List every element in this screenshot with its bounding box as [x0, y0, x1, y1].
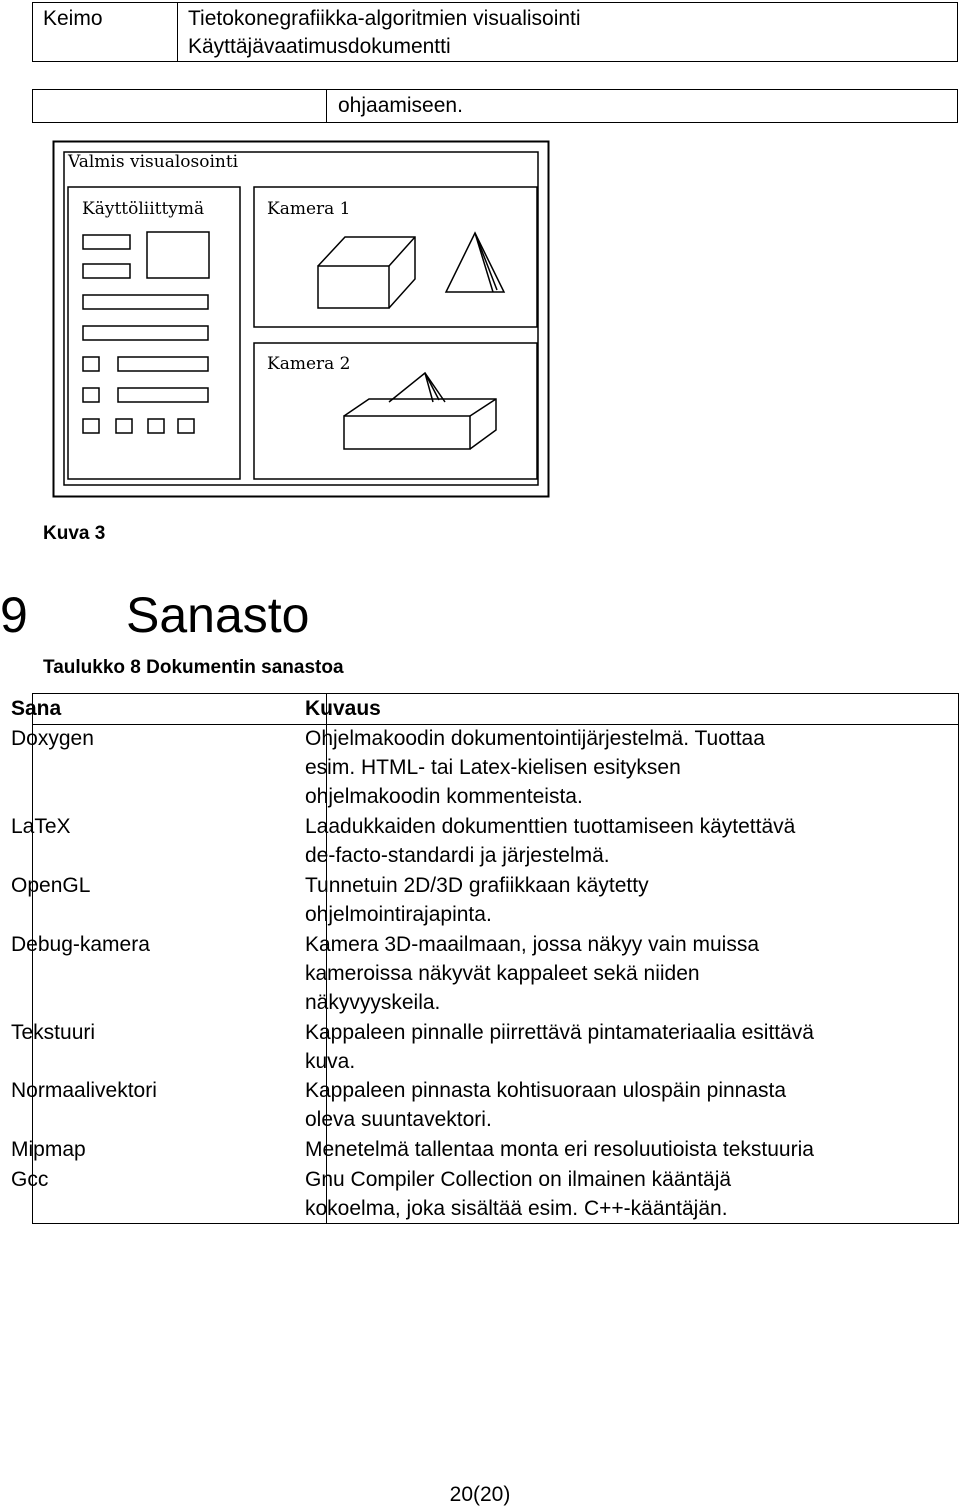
- table-header-description: Kuvaus: [305, 697, 381, 720]
- header-subtitle: Käyttäjävaatimusdokumentti: [188, 35, 451, 58]
- figure-caption: Kuva 3: [43, 523, 106, 544]
- figure-window-title: Valmis visualosointi: [68, 152, 239, 172]
- desc-debug-kamera-line-1: Kamera 3D-maailmaan, jossa näkyy vain muissa: [305, 933, 760, 956]
- desc-normaalivektori-line-2: oleva suuntavektori.: [305, 1108, 492, 1131]
- desc-opengl-line-2: ohjelmointirajapinta.: [305, 903, 492, 926]
- desc-gcc-line-1: Gnu Compiler Collection on ilmainen kääntäjä: [305, 1168, 732, 1191]
- desc-gcc-line-2: kokoelma, joka sisältää esim. C++-kääntäjän.: [305, 1197, 728, 1220]
- table-caption: Taulukko 8 Dokumentin sanastoa: [43, 657, 344, 678]
- term-gcc: Gcc: [11, 1168, 49, 1191]
- desc-debug-kamera-line-3: näkyvyyskeila.: [305, 991, 441, 1014]
- figure-outer-frame: [54, 142, 549, 497]
- term-normaalivektori: Normaalivektori: [11, 1079, 157, 1102]
- term-debug-kamera: Debug-kamera: [11, 933, 150, 956]
- desc-debug-kamera-line-2: kameroissa näkyvät kappaleet sekä niiden: [305, 962, 700, 985]
- term-tekstuuri: Tekstuuri: [11, 1021, 96, 1044]
- previous-table-cell: [33, 90, 327, 122]
- panel-ui-label: Käyttöliittymä: [82, 199, 205, 219]
- desc-latex-line-2: de-facto-standardi ja järjestelmä.: [305, 844, 610, 867]
- desc-doxygen-line-3: ohjelmakoodin kommenteista.: [305, 785, 583, 808]
- term-doxygen: Doxygen: [11, 727, 94, 750]
- desc-tekstuuri-line-1: Kappaleen pinnalle piirrettävä pintamateriaalia esittävä: [305, 1021, 814, 1044]
- panel-camera-2-label: Kamera 2: [267, 354, 351, 374]
- term-mipmap: Mipmap: [11, 1138, 86, 1161]
- page-number: 20(20): [449, 1483, 511, 1506]
- term-latex: LaTeX: [11, 815, 71, 838]
- panel-camera-1-label: Kamera 1: [267, 199, 351, 219]
- desc-opengl-line-1: Tunnetuin 2D/3D grafiikkaan käytetty: [305, 874, 649, 897]
- header-table: [32, 2, 958, 62]
- desc-mipmap-line-1: Menetelmä tallentaa monta eri resoluutioista tekstuuria: [305, 1138, 814, 1161]
- desc-normaalivektori-line-1: Kappaleen pinnasta kohtisuoraan ulospäin pinnasta: [305, 1079, 787, 1102]
- ui-sketch-figure: [52, 140, 550, 498]
- section-title: Sanasto: [126, 587, 310, 643]
- previous-text: ohjaamiseen.: [338, 94, 463, 117]
- table-header-term: Sana: [11, 697, 62, 720]
- desc-doxygen-line-2: esim. HTML- tai Latex-kielisen esityksen: [305, 756, 681, 779]
- header-author: Keimo: [43, 7, 103, 30]
- term-opengl: OpenGL: [11, 874, 91, 897]
- header-title: Tietokonegrafiikka-algoritmien visualisointi: [188, 7, 581, 30]
- desc-latex-line-1: Laadukkaiden dokumenttien tuottamiseen käytettävä: [305, 815, 796, 838]
- previous-table-fragment: [32, 89, 958, 123]
- desc-tekstuuri-line-2: kuva.: [305, 1050, 356, 1073]
- desc-doxygen-line-1: Ohjelmakoodin dokumentointijärjestelmä. Tuottaa: [305, 727, 765, 750]
- section-number: 9: [0, 587, 28, 643]
